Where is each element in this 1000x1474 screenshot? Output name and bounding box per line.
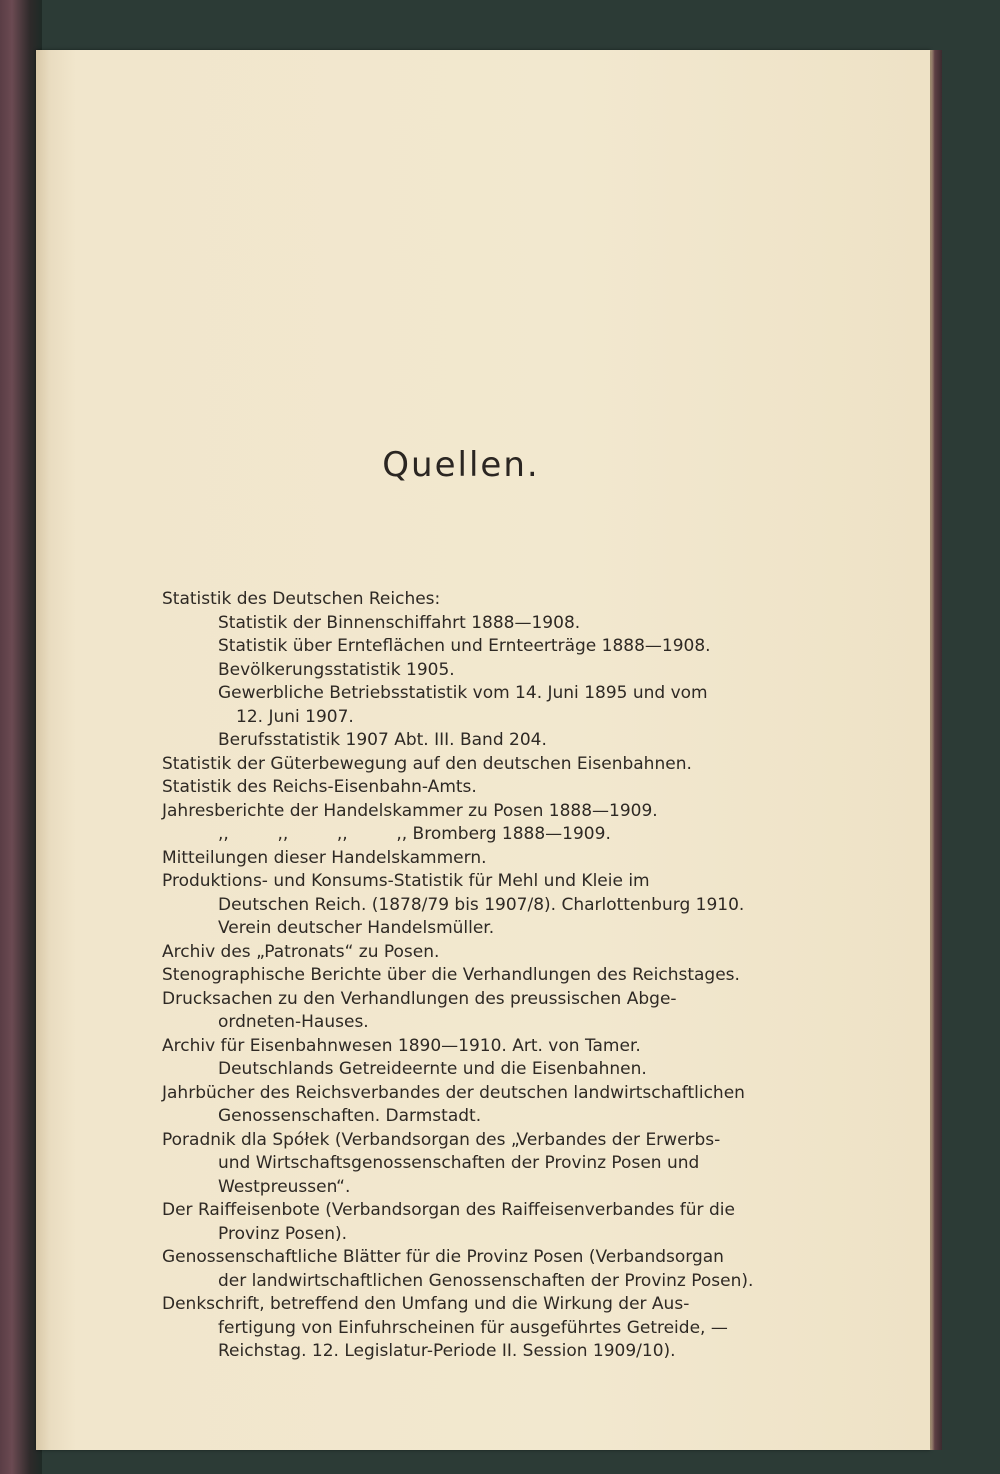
source-line: Produktions- und Konsums-Statistik für Mehl und Kleie im (162, 871, 650, 891)
source-line: Reichstag. 12. Legislatur-Periode II. Session 1909/10). (218, 1341, 676, 1361)
source-line: und Wirtschaftsgenossenschaften der Provinz Posen und (218, 1153, 700, 1173)
sources-list (162, 588, 782, 1364)
source-line: fertigung von Einfuhrscheinen für ausgeführtes Getreide, — (218, 1317, 728, 1338)
source-line: Bevölkerungsstatistik 1905. (218, 659, 455, 680)
book-page (36, 50, 930, 1450)
source-line: ,, ,, ,, ,, Bromberg 1888—1909. (218, 824, 611, 844)
source-line: Denkschrift, betreffend den Umfang und die Wirkung der Aus- (162, 1294, 690, 1314)
source-line: Archiv des „Patronats“ zu Posen. (162, 941, 440, 962)
source-line: Der Raiffeisenbote (Verbandsorgan des Raiffeisenverbandes für die (162, 1200, 735, 1220)
source-line: Statistik des Reichs-Eisenbahn-Amts. (162, 777, 477, 797)
source-line: Genossenschaften. Darmstadt. (218, 1106, 482, 1126)
source-line: Statistik der Binnenschiffahrt 1888—1908. (218, 612, 581, 633)
source-line: Berufsstatistik 1907 Abt. III. Band 204. (218, 730, 547, 750)
source-line: Stenographische Berichte über die Verhandlungen des Reichstages. (162, 965, 740, 985)
source-line: Deutschen Reich. (1878/79 bis 1907/8). Charlottenburg 1910. (218, 894, 745, 915)
source-line: ordneten-Hauses. (218, 1012, 369, 1032)
show-through-text (36, 50, 930, 430)
source-line: Verein deutscher Handelsmüller. (218, 918, 495, 938)
source-line: Poradnik dla Spółek (Verbandsorgan des „Verbandes der Erwerbs- (162, 1129, 721, 1150)
source-line: 12. Juni 1907. (236, 706, 354, 727)
source-line: Jahrbücher des Reichsverbandes der deutschen landwirtschaftlichen (162, 1082, 745, 1103)
source-line: Drucksachen zu den Verhandlungen des preussischen Abge- (162, 988, 677, 1009)
source-line: Mitteilungen dieser Handelskammern. (162, 847, 487, 868)
source-line: Westpreussen“. (218, 1176, 351, 1197)
page-title: Quellen. (382, 445, 540, 485)
source-line: Statistik über Ernteflächen und Ernteerträge 1888—1908. (218, 636, 711, 656)
source-line: Deutschlands Getreideernte und die Eisenbahnen. (218, 1059, 647, 1079)
source-line: Jahresberichte der Handelskammer zu Posen 1888—1909. (162, 800, 658, 821)
source-line: Statistik der Güterbewegung auf den deutschen Eisenbahnen. (162, 753, 692, 774)
source-line: der landwirtschaftlichen Genossenschaften der Provinz Posen). (218, 1270, 754, 1291)
source-line: Provinz Posen). (218, 1223, 348, 1244)
source-line: Gewerbliche Betriebsstatistik vom 14. Juni 1895 und vom (218, 683, 708, 703)
book-right-edge (930, 50, 942, 1450)
source-line: Statistik des Deutschen Reiches: (162, 589, 441, 609)
source-line: Genossenschaftliche Blätter für die Provinz Posen (Verbandsorgan (162, 1247, 724, 1267)
source-line: Archiv für Eisenbahnwesen 1890—1910. Art. von Tamer. (162, 1035, 641, 1056)
